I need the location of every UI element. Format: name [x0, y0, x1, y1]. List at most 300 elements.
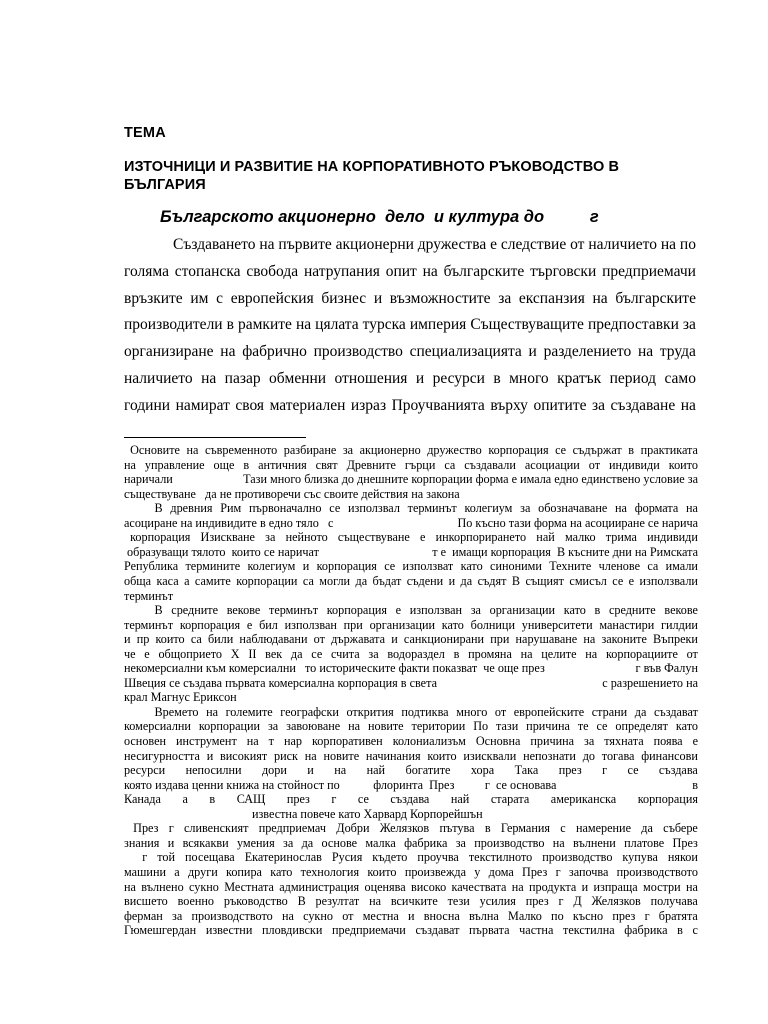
footnote-word: били	[207, 632, 234, 647]
footnote-word: първата	[469, 923, 510, 938]
footnote-word: Добри	[336, 821, 370, 836]
body-word: предприемачи	[602, 262, 696, 280]
footnote-word: държавата	[331, 632, 386, 647]
body-word: от	[570, 236, 585, 253]
footnote-line	[124, 749, 698, 763]
footnote-word: открития	[346, 704, 394, 719]
footnote-word: оценява	[364, 879, 406, 894]
footnote-word: подтиква	[401, 704, 449, 719]
footnote-line	[124, 487, 698, 501]
footnote-word: да	[355, 573, 368, 588]
footnote-word: По	[473, 719, 489, 734]
footnote-word: големите	[225, 704, 273, 719]
footnote-line	[124, 530, 698, 544]
body-word: наличието	[588, 236, 657, 253]
body-word: възможностите	[389, 289, 491, 307]
footnote-word: Древните	[346, 457, 396, 472]
footnote-word: на	[615, 501, 627, 516]
footnote-word: на	[334, 763, 347, 778]
footnote-word: Изискване	[200, 530, 255, 545]
footnote-line	[124, 618, 698, 632]
body-word: на	[220, 343, 236, 361]
footnote-word: малка	[365, 835, 396, 850]
footnote-word: г	[124, 850, 148, 865]
footnote-word: резултат	[315, 894, 360, 909]
footnote-word: създава	[658, 763, 698, 778]
footnote-line	[124, 647, 698, 661]
footnote-word: нейното	[285, 530, 328, 545]
footnote-word: използван	[409, 603, 462, 618]
footnote-word: целите	[541, 646, 577, 661]
footnote-word: в	[677, 923, 683, 938]
footnote-word: корпорации	[198, 719, 261, 734]
body-word: натрупания	[303, 262, 380, 280]
footnote-separator	[124, 437, 306, 438]
footnote-word: корпоративен	[311, 734, 383, 748]
footnote-word: на	[685, 879, 698, 894]
footnote-word: Германия	[500, 821, 550, 836]
footnote-word: умения	[236, 835, 275, 850]
footnote-word: и	[391, 632, 398, 647]
footnote-line	[124, 443, 698, 457]
footnote-word: копира	[226, 864, 262, 879]
footnote-word: предприемач	[258, 821, 326, 836]
footnote-word: Канада	[124, 792, 161, 807]
footnote-word: текстилна	[563, 923, 615, 938]
footnote-word: фабрика	[624, 923, 668, 938]
footnote-word: същият	[525, 573, 564, 588]
footnote-word: на	[124, 879, 136, 894]
footnote-word: които	[427, 748, 457, 763]
footnote-word: индивиди	[647, 530, 698, 545]
footnote-word: г	[331, 792, 337, 807]
footnote-word: дома	[488, 864, 514, 879]
body-word: българските	[443, 262, 525, 280]
footnote-segment: т е имащи корпорация В късните дни на Римската	[432, 544, 698, 559]
footnote-word: като	[675, 719, 698, 734]
footnote-word: старата	[490, 792, 530, 807]
footnote-word: пр	[136, 632, 150, 647]
footnote-word: за	[342, 443, 354, 457]
body-word: цялата	[315, 316, 359, 334]
section-subtitle: Българското акционерно дело и култура до г	[160, 208, 599, 226]
footnote-word: през	[558, 763, 582, 778]
footnote-word: тогава	[601, 748, 635, 763]
footnote-word: През	[522, 864, 548, 879]
footnote-word: предприемачи	[332, 923, 406, 938]
footnote-word: В	[297, 894, 306, 909]
footnote-word: вълнени	[573, 835, 616, 850]
footnote-word: че	[124, 646, 136, 661]
footnote-word: като	[460, 559, 483, 574]
footnote-line	[124, 865, 698, 879]
footnote-word: машини	[124, 864, 166, 879]
footnote-word: а	[182, 792, 188, 807]
footnote-word: използвали	[639, 573, 698, 588]
body-word: материален	[269, 396, 346, 414]
footnote-word: използват	[402, 559, 454, 574]
footnote-line	[124, 632, 698, 646]
footnote-word: а	[184, 573, 190, 588]
footnote-word: на	[583, 632, 596, 647]
footnote-word: продукта	[528, 879, 577, 894]
footnote-word: е	[246, 617, 253, 632]
footnote-segment: с разрешението на	[602, 675, 698, 690]
footnote-word: корпорации	[236, 573, 298, 588]
footnote-line	[124, 690, 698, 704]
footnote-line	[124, 661, 698, 675]
footnote-word: терминът	[269, 603, 319, 618]
footnote-word: бил	[259, 617, 278, 632]
footnote-word: а	[174, 864, 180, 879]
body-line	[124, 290, 696, 308]
footnote-word: от	[494, 704, 507, 719]
body-word: обменни	[269, 370, 327, 387]
footnote-word: управление	[144, 457, 205, 472]
footnote-word: вълна	[468, 908, 499, 923]
footnote-word: за	[520, 501, 531, 516]
body-word: опитите	[533, 396, 587, 414]
body-word: за	[498, 289, 512, 307]
footnote-word: Техните	[549, 559, 592, 574]
body-word: рамките	[237, 316, 292, 334]
footnote-word: са	[444, 457, 456, 472]
footnote-word: на	[246, 734, 259, 748]
footnote-word: малко	[564, 530, 596, 545]
footnote-word: географски	[280, 704, 339, 719]
body-word: на	[592, 289, 608, 307]
footnote-word: корпорация	[326, 603, 387, 618]
footnote-word: се	[311, 646, 323, 661]
footnote-word: През	[124, 821, 159, 836]
footnote-word: каса	[156, 573, 179, 588]
footnote-word: свят	[315, 457, 338, 472]
footnote-word: г	[555, 864, 561, 879]
footnote-word: мостри	[643, 879, 681, 894]
footnote-word: санкционирани	[403, 632, 485, 647]
footnote-line	[124, 821, 698, 835]
footnote-word: През	[672, 835, 698, 850]
footnote-word: гърци	[404, 457, 436, 472]
footnote-word: векове	[664, 603, 698, 618]
footnote-word: нар	[283, 734, 302, 748]
body-word: фабрично	[242, 343, 307, 361]
footnote-word: г	[602, 763, 608, 778]
footnote-word: Основна	[475, 734, 521, 748]
body-word: стопанска	[174, 262, 241, 280]
footnote-word: за	[283, 835, 294, 850]
footnote-word: той	[157, 850, 176, 865]
footnote-word: купува	[622, 850, 658, 865]
footnote-word: риск	[273, 748, 298, 763]
footnote-word: създават	[654, 704, 698, 719]
footnote-segment: некомерсиални към комерсиални то историческите факти показват че още през	[124, 661, 545, 676]
footnote-word: фабрика	[404, 835, 448, 850]
footnote-word: членове	[598, 559, 640, 574]
footnote-text: крал Магнус Ериксон	[124, 690, 237, 705]
footnote-word: водораздел	[387, 646, 445, 661]
footnote-word: платове	[624, 835, 665, 850]
footnote-word: при	[343, 617, 363, 632]
body-word: експанзия	[518, 289, 585, 307]
footnote-word: съдят	[477, 573, 507, 588]
footnote-text: съществуване да не противоречи със своите действия на закона	[124, 486, 460, 501]
footnote-word: много	[456, 704, 488, 719]
footnote-word: Времето	[124, 704, 199, 719]
footnote-word: създават	[415, 923, 460, 938]
footnote-word: производството	[191, 908, 273, 923]
footnote-word: известни	[205, 923, 253, 938]
footnote-word: проучва	[417, 850, 459, 865]
body-word: по	[679, 236, 696, 253]
footnote-word: е	[144, 646, 150, 661]
footnote-word: в	[628, 443, 635, 457]
footnote-word: се	[357, 792, 369, 807]
footnote-word: Малко	[507, 908, 542, 923]
footnote-segment: в	[692, 777, 698, 792]
footnote-word: промяна	[468, 646, 512, 661]
footnote-word: използван	[284, 617, 337, 632]
footnote-word: първоначално	[249, 501, 322, 516]
footnote-word: съществуване	[337, 530, 410, 545]
footnote-word: за	[267, 719, 279, 734]
footnote-line	[124, 792, 698, 806]
footnote-word: от	[342, 908, 354, 923]
body-word: им	[190, 289, 209, 307]
footnote-word: посещава	[185, 850, 235, 865]
footnote-word: счита	[330, 646, 360, 661]
footnote-word: богатите	[405, 763, 451, 778]
footnote-word: основе	[321, 835, 358, 850]
footnote-word: се	[596, 719, 608, 734]
footnote-word: дружество	[427, 443, 482, 457]
footnote-word: и	[408, 908, 415, 923]
body-line	[173, 236, 696, 254]
footnote-word: през	[525, 894, 549, 909]
body-word: Съществуващите	[470, 316, 584, 334]
footnote-word: Желязков	[379, 821, 430, 836]
footnote-word: гилдии	[661, 617, 698, 632]
footnote-word: манастири	[599, 617, 655, 632]
body-word: пазар	[224, 370, 261, 387]
footnote-word: европейските	[513, 704, 585, 719]
body-word: специализацията	[409, 343, 522, 361]
footnote-line	[124, 516, 698, 530]
footnote-word: най	[536, 530, 555, 545]
body-word: империя	[409, 316, 467, 334]
footnote-word: Х	[230, 646, 240, 661]
footnote-word: организации	[489, 603, 556, 618]
footnote-word: трима	[605, 530, 637, 545]
footnote-word: акционерно	[359, 443, 421, 457]
footnote-word: в	[453, 646, 460, 661]
body-word: на	[637, 343, 654, 361]
footnote-word: съдържат	[572, 443, 622, 457]
footnote-word: и	[124, 632, 131, 647]
body-word: с	[216, 289, 224, 307]
footnote-word: Рим	[220, 501, 242, 516]
footnote-word: практиката	[640, 443, 698, 457]
footnote-word: наблюдавани	[239, 632, 308, 647]
footnote-word: да	[641, 821, 653, 836]
footnote-line	[124, 894, 698, 908]
footnote-word: от	[588, 457, 601, 472]
footnote-word: технология	[300, 864, 360, 879]
footnote-word: местна	[362, 908, 399, 923]
footnote-word: и	[581, 879, 589, 894]
footnote-word: начинания	[365, 748, 421, 763]
body-word: разделението	[543, 343, 632, 361]
footnote-word: поява	[653, 734, 683, 748]
body-word: наличието	[124, 370, 193, 387]
footnote-word: някои	[667, 850, 698, 865]
footnote-word: определят	[615, 719, 668, 734]
footnote-word: Република	[124, 559, 179, 574]
body-word: акционерни	[335, 236, 414, 253]
body-word: само	[664, 370, 696, 387]
footnote-line	[124, 458, 698, 472]
body-word: в	[493, 370, 501, 387]
footnote-line	[124, 807, 698, 821]
footnote-word: на	[281, 908, 294, 923]
body-word: много	[509, 370, 549, 387]
footnote-word: средните	[171, 603, 219, 618]
footnote-word: намерение	[575, 821, 631, 836]
footnote-word: г	[644, 908, 650, 923]
body-word: дружества	[417, 236, 487, 253]
footnote-word: Въпреки	[653, 632, 698, 647]
footnote-word: съвременното	[204, 443, 278, 457]
footnote-word: университети	[521, 617, 593, 632]
footnote-word: всичките	[390, 894, 438, 909]
footnote-word: сливенският	[183, 821, 249, 836]
footnote-word: на	[206, 704, 219, 719]
footnote-word: от	[313, 632, 325, 647]
footnote-word: получава	[650, 894, 698, 909]
footnote-word: завоюване	[286, 719, 341, 734]
footnote-line	[124, 850, 698, 864]
body-word: Създаването	[173, 236, 256, 253]
footnote-word: други	[187, 864, 218, 879]
footnote-word: самите	[194, 573, 231, 588]
body-word: Проучванията	[391, 396, 485, 414]
footnote-word: причина	[526, 719, 570, 734]
footnote-word: пътува	[439, 821, 475, 836]
footnote-word: обща	[124, 573, 152, 588]
footnote-word: текстилното	[468, 850, 533, 865]
footnote-word: комерсиални	[124, 719, 191, 734]
footnote-line	[124, 545, 698, 559]
body-word: години	[124, 396, 171, 414]
footnote-word: които	[668, 457, 698, 472]
body-word: и	[415, 370, 425, 387]
footnote-word: средните	[608, 603, 656, 618]
body-word: кратък	[557, 370, 602, 387]
footnote-segment: Тази много близка до днешните корпорации форма е имала едно единствено условие за	[243, 472, 698, 487]
footnote-word: територии	[411, 719, 466, 734]
footnote-word: военно	[177, 894, 215, 909]
body-word: първите	[278, 236, 332, 253]
footnote-word: болници	[470, 617, 515, 632]
footnote-word: у	[474, 864, 481, 879]
footnote-word: в	[594, 603, 601, 618]
footnote-word: и	[307, 763, 314, 778]
footnote-line	[124, 719, 698, 733]
body-line	[124, 263, 696, 281]
footnote-word: се	[555, 443, 567, 457]
footnote-word: корпорациите	[605, 646, 678, 661]
footnote-word: създавали	[464, 457, 516, 472]
footnote-word: администрация	[279, 879, 360, 894]
footnote-word: хора	[470, 763, 495, 778]
body-word: и	[373, 289, 383, 307]
footnote-line	[124, 472, 698, 486]
footnote-word: имали	[665, 559, 698, 574]
footnote-word: корпорация	[316, 559, 377, 574]
footnote-word: в	[209, 792, 216, 807]
footnote-word: термините	[185, 559, 241, 574]
footnote-word: Основите	[124, 443, 180, 457]
footnote-word: САЩ	[236, 792, 266, 807]
footnote-word: в	[243, 457, 250, 472]
footnote-word: за	[172, 908, 183, 923]
footnote-word: да	[460, 573, 473, 588]
footnote-word: да	[301, 835, 314, 850]
footnote-word: древния	[170, 501, 213, 516]
footnote-word: съдени	[406, 573, 444, 588]
body-word: за	[592, 396, 606, 414]
footnote-word: като	[441, 617, 464, 632]
footnote-word: разбиране	[283, 443, 337, 457]
footnote-word: на	[520, 646, 533, 661]
footnote-word: високият	[220, 748, 268, 763]
body-word: производство	[313, 343, 403, 361]
footnote-word: Д	[573, 894, 582, 909]
footnote-segment: образуващи тялото които се наричат	[124, 544, 319, 559]
footnote-word: създава	[390, 792, 430, 807]
footnote-word: частна	[519, 923, 554, 938]
footnote-word: като	[270, 864, 293, 879]
footnote-word: и	[302, 559, 310, 574]
body-word: българските	[615, 289, 696, 307]
footnote-word: за	[265, 530, 276, 545]
footnote-word: за	[368, 646, 379, 661]
footnote-word: ІІ	[248, 646, 257, 661]
footnote-word: производството	[616, 864, 698, 879]
footnote-word: е	[420, 530, 426, 545]
body-word: следствие	[500, 236, 567, 253]
body-word: на	[295, 316, 312, 334]
body-word: производители	[124, 316, 223, 334]
footnote-word: тяхната	[604, 734, 644, 748]
footnote-word: Така	[514, 763, 539, 778]
footnote-word: на	[686, 501, 698, 516]
footnote-word: изисквали	[463, 748, 517, 763]
footnote-word: всякакви	[182, 835, 229, 850]
footnote-word: колониализъм	[392, 734, 466, 748]
footnote-word: тази	[496, 719, 519, 734]
body-word: ресурси	[432, 370, 485, 387]
page-title: ИЗТОЧНИЦИ И РАЗВИТИЕ НА КОРПОРАТИВНОТО РЪКОВОДСТВО В БЪЛГАРИЯ	[124, 159, 620, 193]
footnote-word: колегиум	[464, 501, 513, 516]
footnote-word: събере	[663, 821, 698, 836]
footnote-word: високо	[411, 879, 447, 894]
footnote-word: знания	[124, 835, 160, 850]
footnote-word: да	[634, 704, 647, 719]
footnote-word: през	[612, 908, 636, 923]
footnote-word: г	[558, 894, 564, 909]
footnote-word: на	[186, 443, 199, 457]
